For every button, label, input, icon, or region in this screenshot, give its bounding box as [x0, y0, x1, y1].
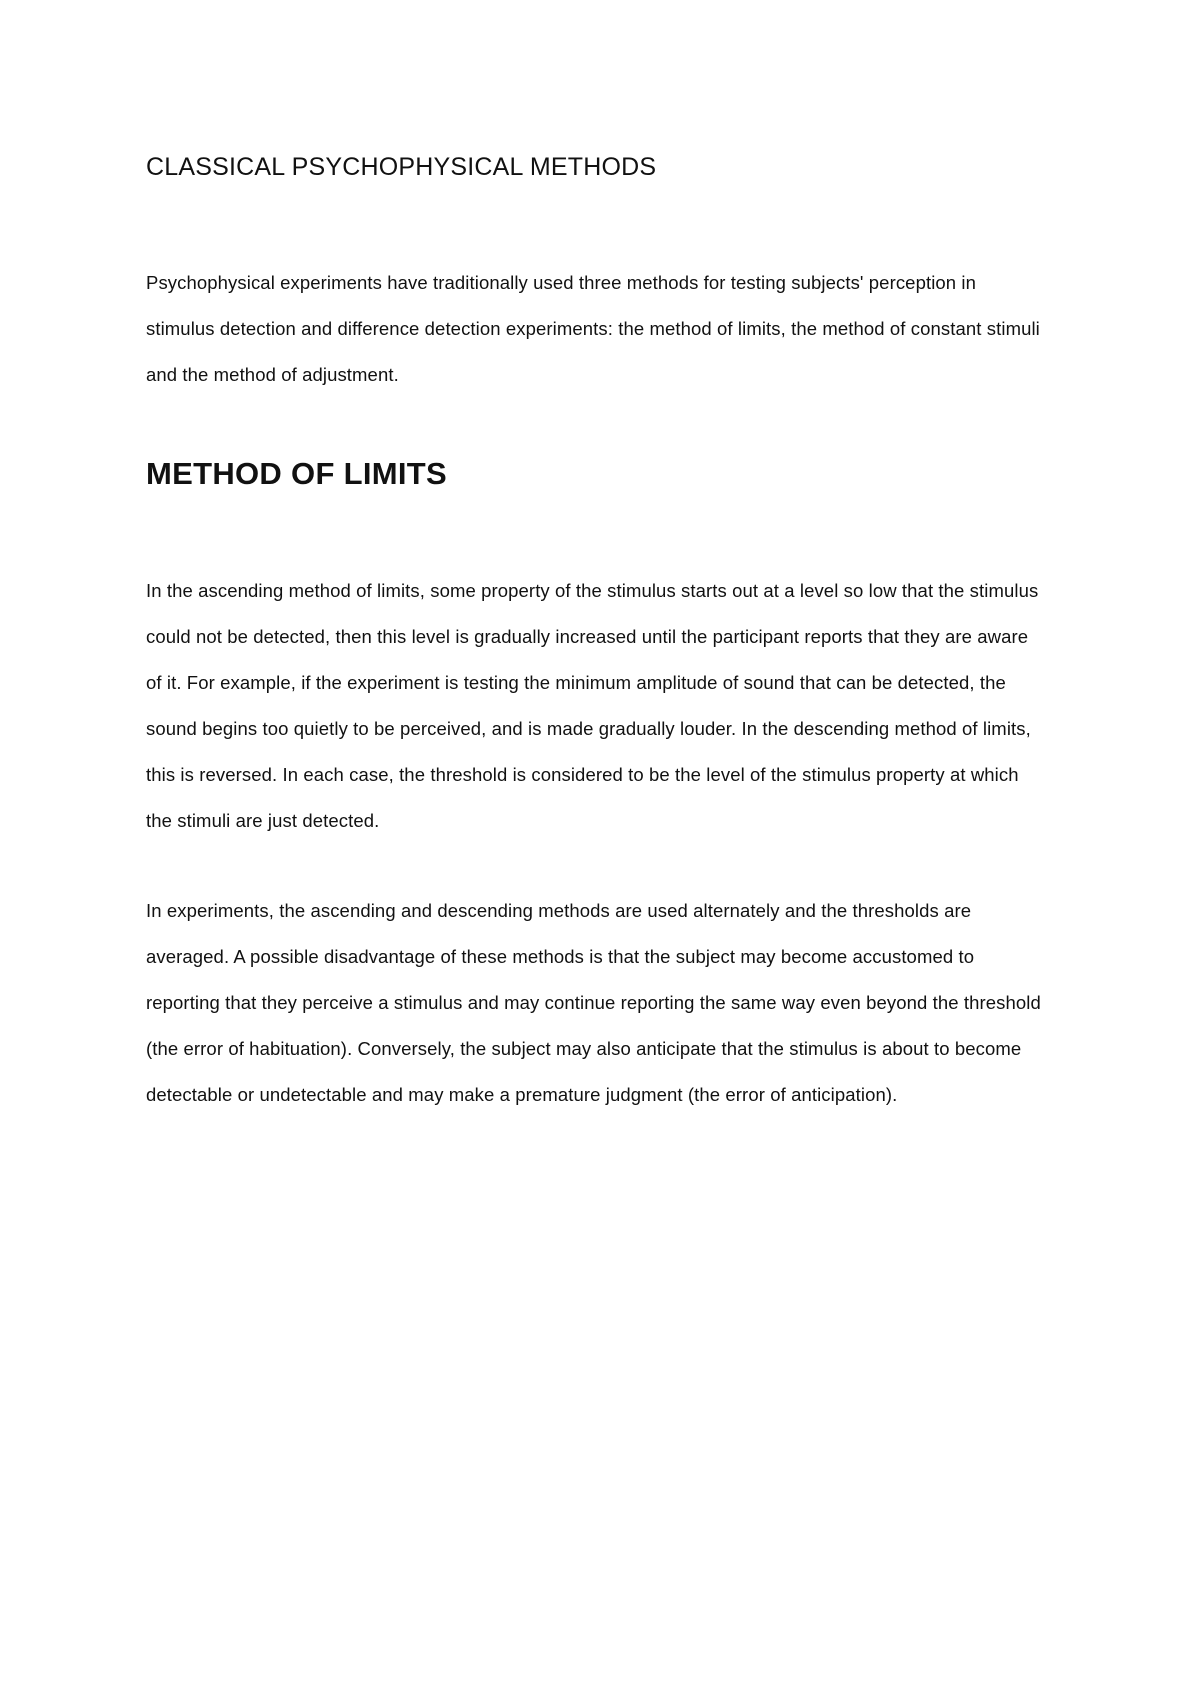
intro-paragraph: Psychophysical experiments have traditionally used three methods for testing subjects' perception in stimulus detection and difference detection experiments: the method of limits, the method of constant stimuli and the method of adjustment. — [146, 272, 1040, 385]
section-paragraph: In the ascending method of limits, some property of the stimulus starts out at a level so low that the stimulus could not be detected, then this level is gradually increased until the participant reports that they are aware of it. For example, if the experiment is testing the minimum amplitude of sound that can be detected, the sound begins too quietly to be perceived, and is made gradually louder. In the descending method of limits, this is reversed. In each case, the threshold is considered to be the level of the stimulus property at which the stimuli are just detected. — [146, 580, 1039, 831]
document-body — [146, 150, 1046, 1118]
section-heading: METHOD OF LIMITS — [146, 456, 447, 491]
section-paragraph: In experiments, the ascending and descending methods are used alternately and the thresholds are averaged. A possible disadvantage of these methods is that the subject may become accustomed to reporting that they perceive a stimulus and may continue reporting the same way even beyond the threshold (the error of habituation). Conversely, the subject may also anticipate that the stimulus is about to become detectable or undetectable and may make a premature judgment (the error of anticipation). — [146, 900, 1041, 1105]
document-title: CLASSICAL PSYCHOPHYSICAL METHODS — [146, 153, 657, 181]
